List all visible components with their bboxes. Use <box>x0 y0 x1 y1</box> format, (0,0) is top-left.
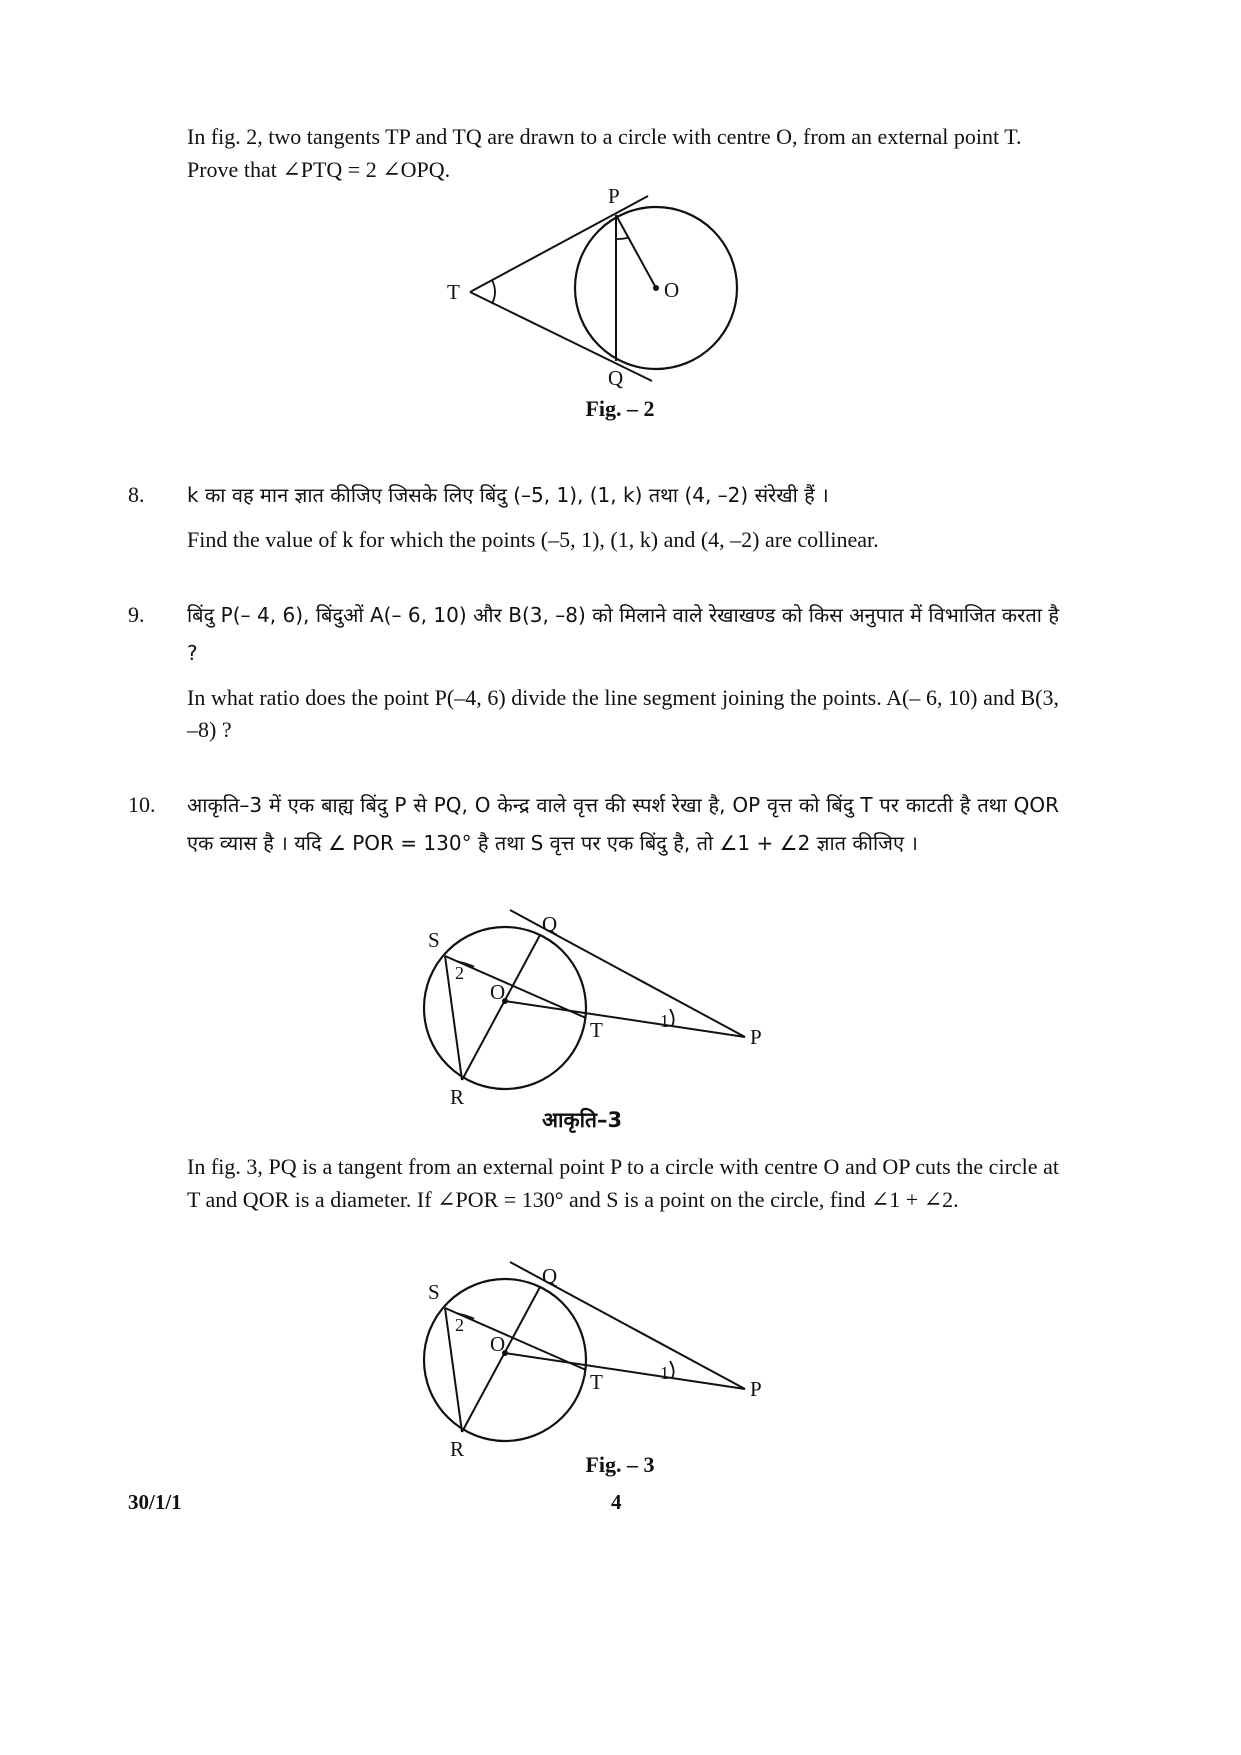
q7-text: In fig. 2, two tangents TP and TQ are drawn to a circle with centre O, from an external point T. Prove that ∠PTQ = 2 ∠OPQ. <box>187 124 1022 182</box>
q8-text-english: Find the value of k for which the points (–5, 1), (1, k) and (4, –2) are collinear. <box>187 527 879 552</box>
page-number: 4 <box>611 1490 622 1514</box>
fig3-angle-1-label: 1 <box>660 1363 669 1383</box>
paper-code: 30/1/1 <box>128 1490 182 1514</box>
fig2-tangent-tq <box>470 292 652 381</box>
fig2-label-q: Q <box>608 366 624 390</box>
q8-number: 8. <box>128 482 145 507</box>
fig3-label-q: Q <box>542 912 558 936</box>
fig2-radius-op <box>616 215 656 288</box>
q9-text-english: In what ratio does the point P(–4, 6) divide the line segment joining the points. A(– 6, 10) and B(3, –8) ? <box>187 685 1059 742</box>
fig3-angle-2-label: 2 <box>455 1315 464 1335</box>
fig3-label-p: P <box>750 1377 762 1401</box>
fig3-label-r: R <box>450 1437 465 1461</box>
fig3-label-p: P <box>750 1025 762 1049</box>
fig3-label-t: T <box>590 1018 603 1042</box>
q8-text-hindi: k का वह मान ज्ञात कीजिए जिसके लिए बिंदु (–5, 1), (1, k) तथा (4, –2) संरेखी हैं । <box>187 483 829 507</box>
fig2-caption: Fig. – 2 <box>585 396 655 421</box>
figure-3-english <box>410 1257 770 1461</box>
q9-text-hindi: बिंदु P(– 4, 6), बिंदुओं A(– 6, 10) और B(3, –8) को मिलाने वाले रेखाखण्ड को किस अनुपात में विभाजित करता है ? <box>187 603 1059 665</box>
q10-text-hindi: आकृति–3 में एक बाह्य बिंदु P से PQ, O केन्द्र वाले वृत्त की स्पर्श रेखा है, OP वृत्त को बिंदु T पर काटती है तथा QOR एक व्यास है । यदि ∠ POR = 130° है तथा S वृत्त पर एक बिंदु है, तो ∠1 + ∠2 ज्ञात कीजिए । <box>187 793 1059 855</box>
figure-2 <box>430 185 760 395</box>
q10-body-hindi <box>187 786 1059 862</box>
fig3-label-o: O <box>490 980 506 1004</box>
fig3-diameter-qr <box>462 935 540 1080</box>
fig2-label-p: P <box>608 184 620 208</box>
fig3-label-r: R <box>450 1085 465 1109</box>
q9-number: 9. <box>128 602 145 627</box>
fig3-chord-st <box>445 1308 586 1370</box>
q10-body-english <box>187 1150 1059 1216</box>
q10-text-english: In fig. 3, PQ is a tangent from an external point P to a circle with centre O and OP cuts the circle at T and QOR is a diameter. If ∠POR = 130° and S is a point on the circle, find ∠1 + ∠2. <box>187 1154 1059 1212</box>
fig2-label-t: T <box>447 280 460 304</box>
q9-body <box>187 596 1059 746</box>
fig3-label-t: T <box>590 1370 603 1394</box>
fig3-caption-hindi: आकृति–3 <box>542 1108 623 1132</box>
fig3-label-s: S <box>428 928 440 952</box>
fig3-line-op <box>505 1353 745 1389</box>
fig3-angle-1-arc <box>670 1361 674 1378</box>
fig3-label-s: S <box>428 1280 440 1304</box>
fig3-label-o: O <box>490 1332 506 1356</box>
fig3-angle-1-arc <box>670 1009 674 1026</box>
figure-3-hindi <box>410 905 770 1109</box>
fig2-angle-t-arc <box>492 280 495 304</box>
fig3-angle-2-label: 2 <box>455 963 464 983</box>
fig2-angle-p-arc <box>616 237 629 239</box>
fig3-diameter-qr <box>462 1287 540 1432</box>
fig3-chord-st <box>445 956 586 1018</box>
fig2-centre-dot <box>653 285 659 291</box>
fig3-angle-1-label: 1 <box>660 1011 669 1031</box>
q10-number: 10. <box>128 792 156 817</box>
fig3-label-q: Q <box>542 1264 558 1288</box>
q8-body <box>187 476 1059 556</box>
fig3-caption-english: Fig. – 3 <box>585 1452 655 1477</box>
fig2-label-o: O <box>664 278 680 302</box>
fig3-line-op <box>505 1001 745 1037</box>
fig2-tangent-tp <box>470 196 648 292</box>
